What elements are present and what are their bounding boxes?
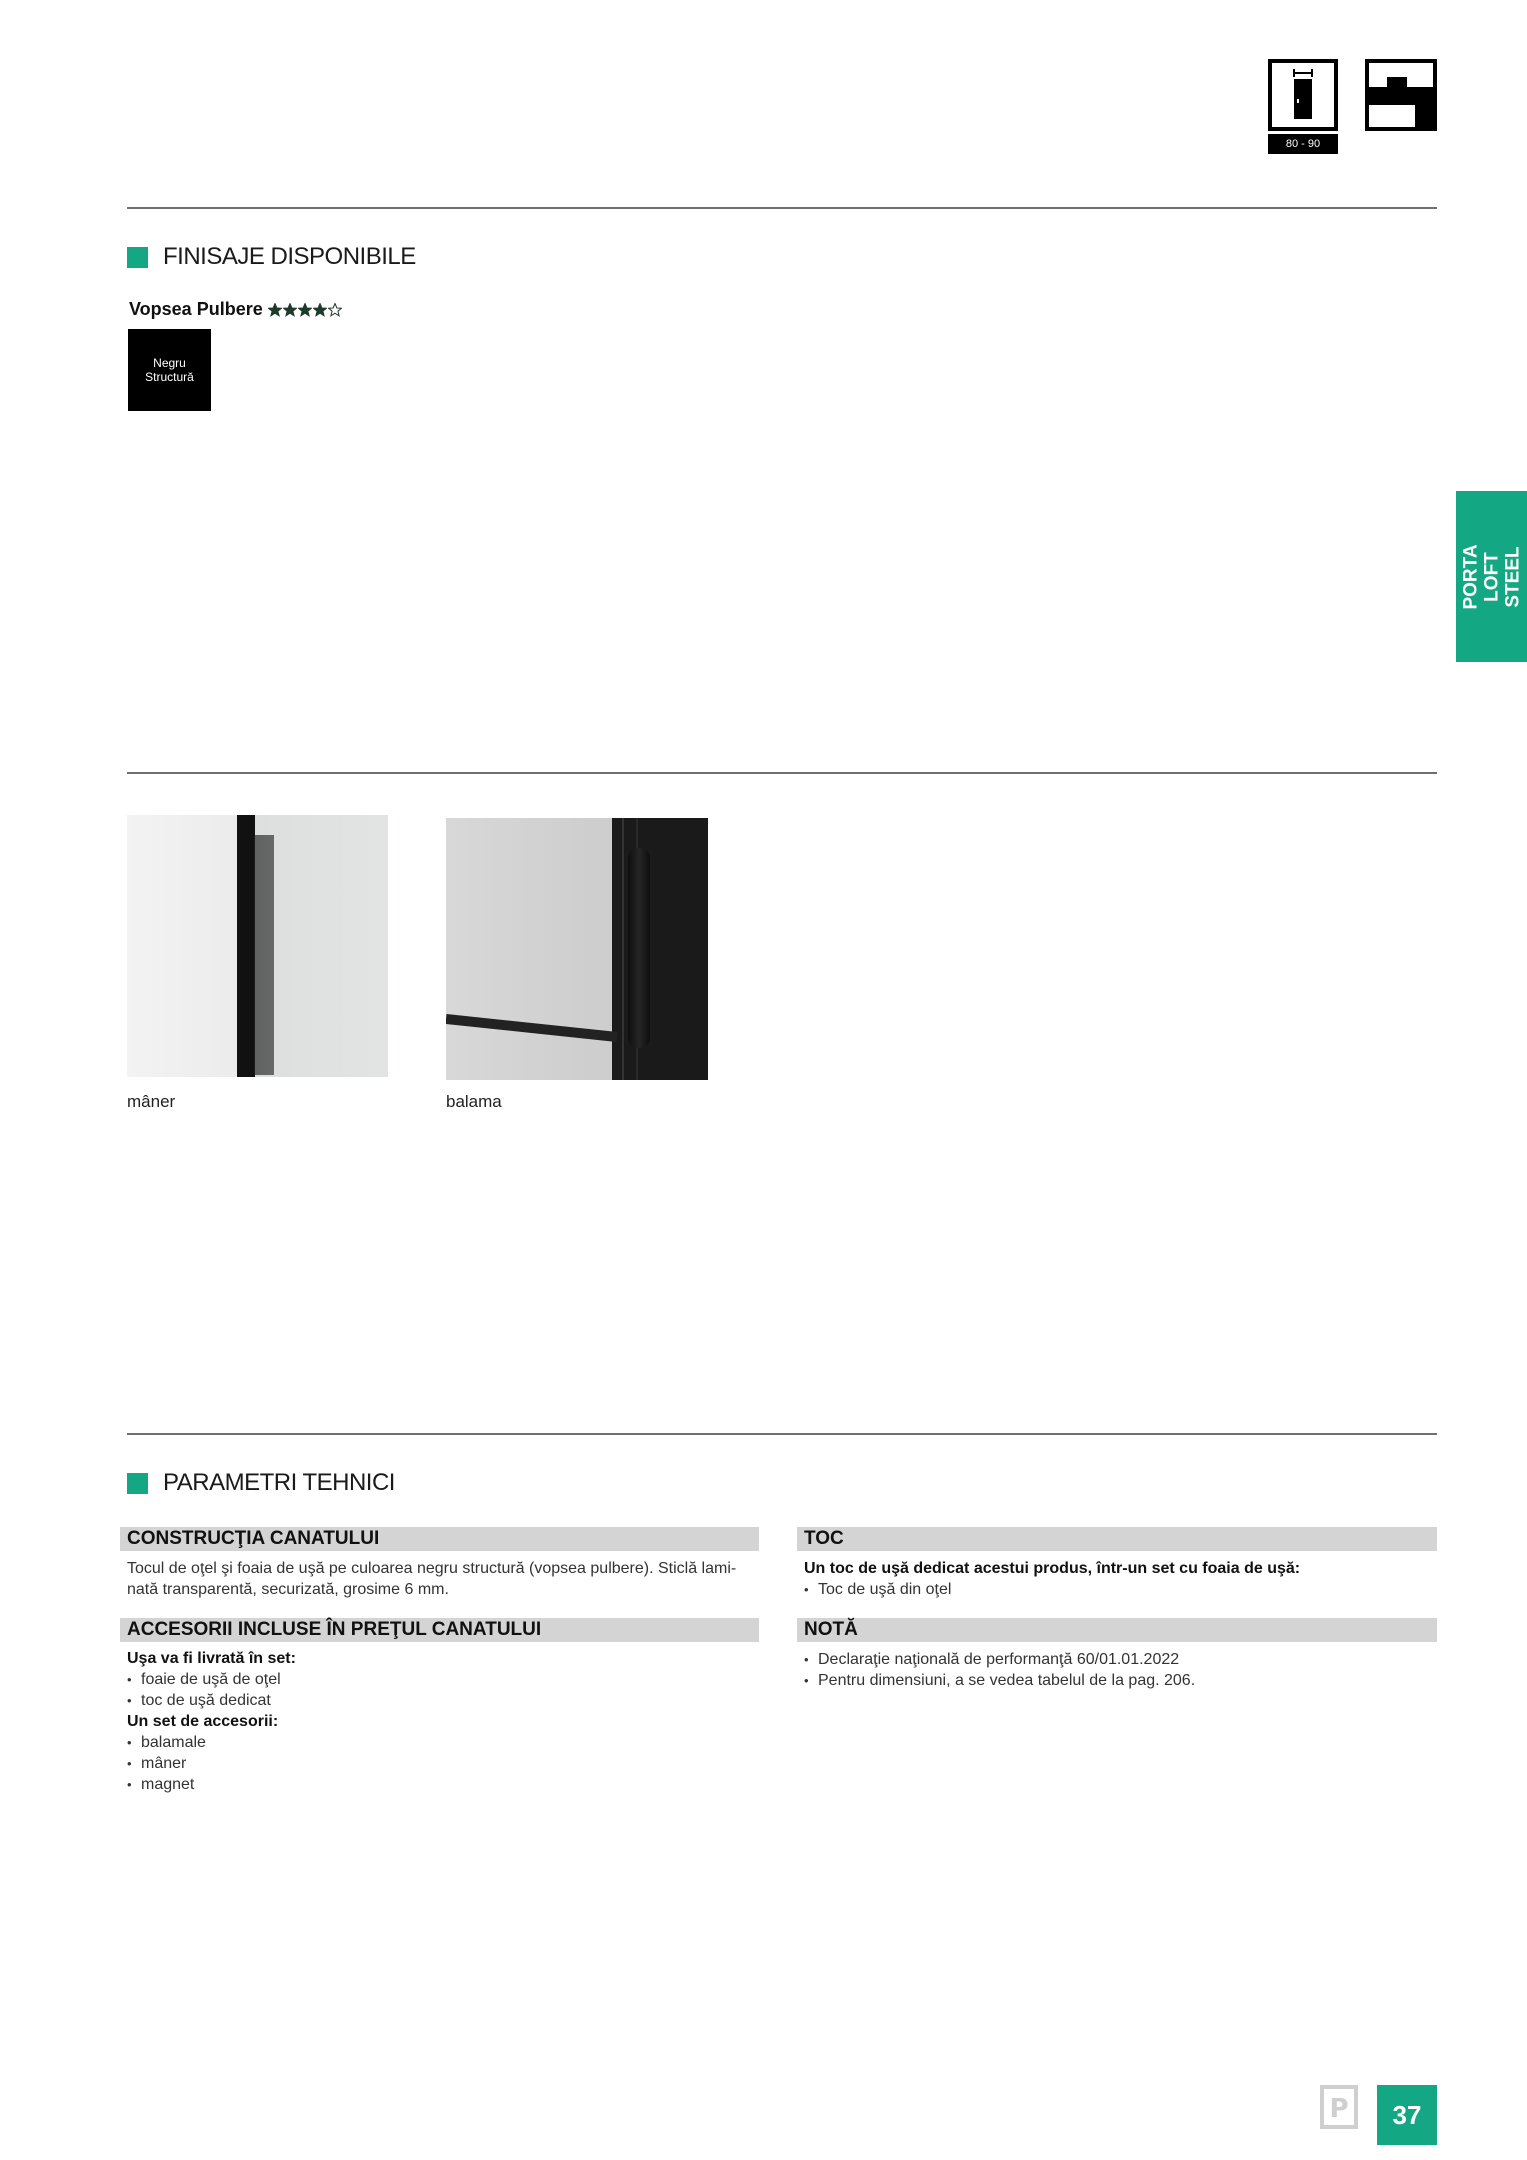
construction-heading: CONSTRUCŢIA CANATULUI [120, 1527, 759, 1551]
brand-logo [1320, 2085, 1358, 2129]
hinge-caption: balama [446, 1092, 502, 1111]
hinge-photo [446, 818, 708, 1080]
construction-line1: Tocul de oţel şi foaia de uşă pe culoarea negru structură (vopsea pulbere). Sticlă lami- [127, 1560, 737, 1577]
list-item: • toc de uşă dedicat [127, 1690, 757, 1711]
list-item: • foaie de uşă de oţel [127, 1669, 757, 1690]
section-marker [127, 247, 148, 268]
star-filled-icon [298, 303, 312, 317]
divider [127, 772, 1437, 774]
construction-text [127, 1558, 757, 1600]
door-width-icon [1268, 59, 1338, 131]
nota-list [804, 1649, 1434, 1691]
set-list [127, 1669, 757, 1711]
width-label: 80 - 90 [1268, 134, 1338, 154]
nota-text [804, 1649, 1434, 1691]
list-item: • balamale [127, 1732, 757, 1753]
star-empty-icon [328, 303, 342, 317]
list-item: • Toc de uşă din oţel [804, 1579, 1434, 1600]
accessories-text [127, 1648, 757, 1795]
list-item: • Declaraţie naţională de performanţă 60/01.01.2022 [804, 1649, 1434, 1670]
acc-title: Un set de accesorii: [127, 1713, 279, 1730]
rating-stars [268, 299, 343, 319]
interior-room-icon [1365, 59, 1437, 131]
list-item: • Pentru dimensiuni, a se vedea tabelul de la pag. 206. [804, 1670, 1434, 1691]
finish-group-label: Vopsea Pulbere [129, 299, 263, 319]
section-marker [127, 1473, 148, 1494]
tech-title: PARAMETRI TEHNICI [163, 1469, 395, 1496]
toc-bold-line: Un toc de uşă dedicat acestui produs, într-un set cu foaia de uşă: [804, 1560, 1301, 1577]
handle-photo [127, 815, 388, 1077]
finish-swatch[interactable] [128, 329, 211, 411]
construction-line2: nată transparentă, securizată, grosime 6 mm. [127, 1581, 449, 1598]
side-tab [1456, 491, 1527, 662]
star-filled-icon [268, 303, 282, 317]
finishes-title: FINISAJE DISPONIBILE [163, 243, 416, 270]
divider [127, 207, 1437, 209]
star-filled-icon [313, 303, 327, 317]
nota-heading: NOTĂ [797, 1618, 1437, 1642]
set-title: Uşa va fi livrată în set: [127, 1650, 296, 1667]
side-tab-label: PORTA LOFT STEEL [1460, 543, 1523, 610]
accessories-heading: ACCESORII INCLUSE ÎN PREŢUL CANATULUI [120, 1618, 759, 1642]
handle-caption: mâner [127, 1092, 176, 1111]
star-filled-icon [283, 303, 297, 317]
toc-heading: TOC [797, 1527, 1437, 1551]
acc-list [127, 1732, 757, 1795]
swatch-label-line2: Structură [145, 370, 194, 384]
page-number: 37 [1377, 2085, 1437, 2145]
finish-group [129, 299, 343, 320]
divider [127, 1433, 1437, 1435]
list-item: • magnet [127, 1774, 757, 1795]
toc-text [804, 1558, 1434, 1600]
list-item: • mâner [127, 1753, 757, 1774]
brand-logo-letter: P [1329, 2094, 1349, 2124]
swatch-label-line1: Negru [153, 356, 186, 370]
toc-list [804, 1579, 1434, 1600]
